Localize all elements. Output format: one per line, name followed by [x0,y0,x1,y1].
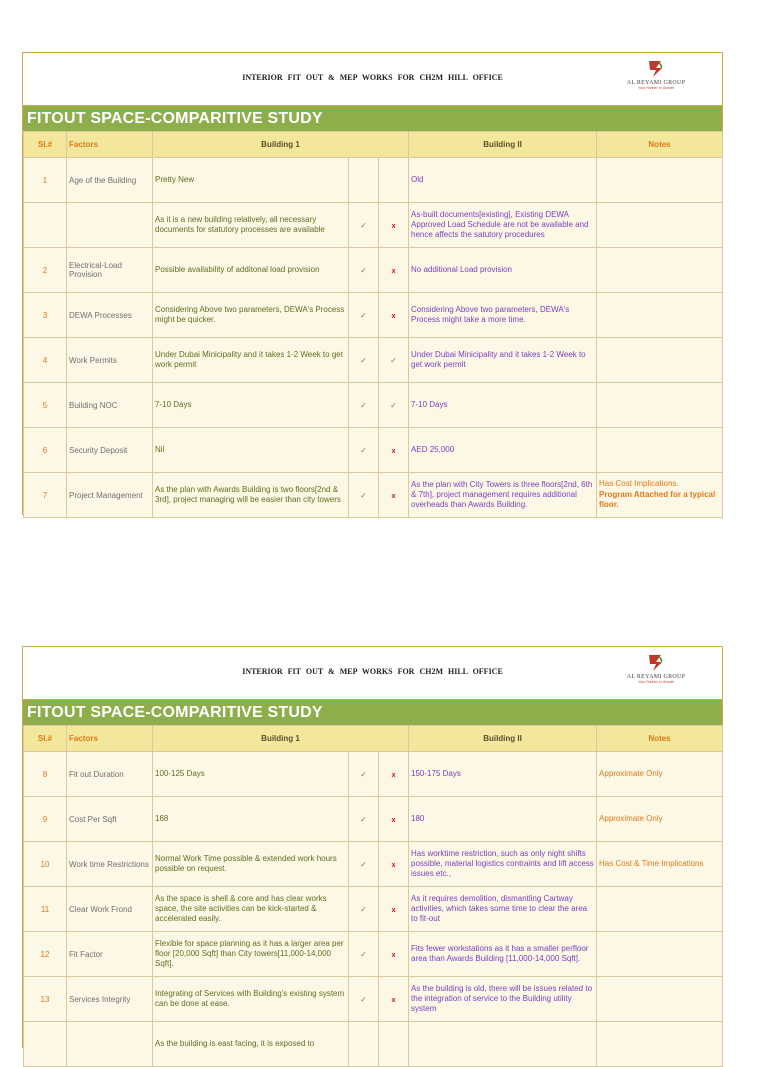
table-row [24,338,723,383]
al-reyami-logo-icon [645,59,667,79]
column-header-row [24,132,723,158]
tick-mark-icon: ✓ [360,904,367,914]
building-1-description: As the building is east facing, it is exposed to [153,1022,349,1067]
notes-cell [597,383,723,428]
document-header [23,53,722,106]
tick-mark-icon: ✓ [360,445,367,455]
building-1-mark [349,887,379,932]
note-text: Has Cost & Time Implications [599,858,704,868]
building-1-mark [349,977,379,1022]
note-text: Approximate Only [599,813,663,823]
document-title: INTERIOR FIT OUT & MEP WORKS FOR CH2M HILL OFFICE [242,73,503,82]
note-text: Approximate Only [599,768,663,778]
company-logo [620,59,692,99]
serial-number: 10 [24,842,67,887]
comparison-table-2 [23,725,723,1067]
factor-label [67,203,153,248]
serial-number: 4 [24,338,67,383]
tick-mark-icon: ✓ [390,355,397,365]
header-building-2: Building II [409,132,597,158]
building-2-mark [379,932,409,977]
tick-mark-icon: ✓ [360,859,367,869]
column-header-row [24,726,723,752]
table-row [24,977,723,1022]
building-2-mark [379,752,409,797]
building-1-mark [349,797,379,842]
sheet-page-2 [22,646,723,1048]
notes-cell [597,158,723,203]
factor-label: Work time Restrictions [67,842,153,887]
factor-label: Services Integrity [67,977,153,1022]
note-bold-text: Program Attached for a typical floor. [599,489,716,510]
cross-mark-icon: x [391,222,396,230]
building-1-description: Normal Work Time possible & extended work hours possible on request. [153,842,349,887]
building-2-mark [379,248,409,293]
tick-mark-icon: ✓ [360,769,367,779]
building-2-description [409,1022,597,1067]
tick-mark-icon: ✓ [360,265,367,275]
document-title: INTERIOR FIT OUT & MEP WORKS FOR CH2M HILL OFFICE [242,667,503,676]
notes-cell [597,293,723,338]
factor-label: Electrical-Load Provision [67,248,153,293]
building-2-description: As the plan with City Towers is three floors[2nd, 6th & 7th], project management requires additional overheads than Awards Building. [409,473,597,518]
building-1-description: Flexible for space planning as it has a larger area per floor [20,000 Sqft] than City towers[11,000-14,000 Sqft]. [153,932,349,977]
building-2-description: 150-175 Days [409,752,597,797]
serial-number: 11 [24,887,67,932]
factor-label: Project Management [67,473,153,518]
tick-mark-icon: ✓ [360,355,367,365]
building-2-mark [379,158,409,203]
logo-tagline: Your Partner In Growth [638,86,674,90]
building-2-description: Has worktime restriction, such as only night shifts possible, material logistics contraints and lift access issues etc., [409,842,597,887]
logo-name: AL REYAMI GROUP [626,674,686,680]
building-1-description: 100-125 Days [153,752,349,797]
serial-number: 2 [24,248,67,293]
building-2-mark [379,797,409,842]
header-building-1: Building 1 [153,726,409,752]
header-building-2: Building II [409,726,597,752]
notes-cell [597,977,723,1022]
building-1-mark [349,383,379,428]
building-1-mark [349,203,379,248]
building-2-description: No additional Load provision [409,248,597,293]
building-2-mark [379,338,409,383]
building-2-mark [379,428,409,473]
building-1-mark [349,248,379,293]
notes-cell [597,473,723,518]
building-2-description: Fits fewer workstations as it has a smaller perfloor area than Awards Building [11,000-14,000 Sqft]. [409,932,597,977]
tick-mark-icon: ✓ [360,949,367,959]
building-1-mark [349,842,379,887]
building-2-mark [379,977,409,1022]
notes-cell [597,428,723,473]
building-2-description: 180 [409,797,597,842]
header-factors: Factors [67,726,153,752]
building-1-mark [349,473,379,518]
serial-number: 13 [24,977,67,1022]
serial-number: 12 [24,932,67,977]
cross-mark-icon: x [391,771,396,779]
tick-mark-icon: ✓ [360,814,367,824]
header-notes: Notes [597,132,723,158]
cross-mark-icon: x [391,492,396,500]
table-row [24,887,723,932]
building-1-description: As the plan with Awards Building is two floors[2nd & 3rd], project managing will be easier than city towers [153,473,349,518]
table-row [24,383,723,428]
building-1-mark [349,293,379,338]
tick-mark-icon: ✓ [360,994,367,1004]
header-notes: Notes [597,726,723,752]
logo-tagline: Your Partner In Growth [638,680,674,684]
table-row [24,1022,723,1067]
factor-label: Work Permits [67,338,153,383]
tick-mark-icon: ✓ [360,310,367,320]
building-2-mark [379,383,409,428]
serial-number: 7 [24,473,67,518]
factor-label: Fit out Duration [67,752,153,797]
notes-cell [597,842,723,887]
cross-mark-icon: x [391,267,396,275]
header-building-1: Building 1 [153,132,409,158]
tick-mark-icon: ✓ [360,220,367,230]
note-text: Has Cost Implications. [599,479,679,489]
company-logo [620,653,692,693]
building-1-description: 7-10 Days [153,383,349,428]
building-2-mark [379,203,409,248]
building-2-mark [379,842,409,887]
building-2-description: As the building is old, there will be issues related to the integration of service to the Building utility system [409,977,597,1022]
cross-mark-icon: x [391,861,396,869]
building-1-description: Nil [153,428,349,473]
table-row [24,473,723,518]
header-factors: Factors [67,132,153,158]
comparison-table-1 [23,131,723,518]
factor-label [67,1022,153,1067]
table-row [24,428,723,473]
factor-label: Building NOC [67,383,153,428]
notes-cell [597,203,723,248]
table-row [24,842,723,887]
factor-label: Clear Work Frond [67,887,153,932]
building-1-mark [349,752,379,797]
notes-cell [597,932,723,977]
building-1-description: Possible availability of additonal load provision [153,248,349,293]
tick-mark-icon: ✓ [360,490,367,500]
building-1-mark [349,158,379,203]
building-1-description: 168 [153,797,349,842]
header-sl: Sl.# [24,132,67,158]
building-1-description: Integrating of Services with Building's existing system can be done at ease. [153,977,349,1022]
building-2-mark [379,473,409,518]
header-sl: Sl.# [24,726,67,752]
building-1-mark [349,428,379,473]
table-row [24,752,723,797]
serial-number: 6 [24,428,67,473]
factor-label: DEWA Processes [67,293,153,338]
building-1-description: As it is a new building relatively, all necessary documents for statutory processes are available [153,203,349,248]
serial-number [24,203,67,248]
tick-mark-icon: ✓ [360,400,367,410]
sheet-page-1 [22,52,723,515]
table-row [24,932,723,977]
factor-label: Cost Per Sqft [67,797,153,842]
factor-label: Fit Factor [67,932,153,977]
notes-cell [597,752,723,797]
building-2-mark [379,887,409,932]
cross-mark-icon: x [391,447,396,455]
serial-number: 5 [24,383,67,428]
building-2-description: As-built documents[existing], Existing DEWA Approved Load Schedule are not be available and hence affects the satutory procedures [409,203,597,248]
building-1-description: Under Dubai Minicipality and it takes 1-2 Week to get work permit [153,338,349,383]
building-2-description: 7-10 Days [409,383,597,428]
tick-mark-icon: ✓ [390,400,397,410]
table-row [24,797,723,842]
factor-label: Security Deposit [67,428,153,473]
cross-mark-icon: x [391,951,396,959]
building-2-mark [379,1022,409,1067]
study-title: FITOUT SPACE-COMPARITIVE STUDY [23,700,722,725]
table-row [24,293,723,338]
serial-number: 8 [24,752,67,797]
building-2-description: Considering Above two parameters, DEWA's Process might take a more time. [409,293,597,338]
notes-cell [597,338,723,383]
serial-number: 1 [24,158,67,203]
document-header [23,647,722,700]
building-1-mark [349,338,379,383]
building-2-description: Old [409,158,597,203]
cross-mark-icon: x [391,312,396,320]
building-2-description: Under Dubai Minicipality and it takes 1-2 Week to get work permit [409,338,597,383]
factor-label: Age of the Building [67,158,153,203]
cross-mark-icon: x [391,816,396,824]
table-row [24,158,723,203]
study-title: FITOUT SPACE-COMPARITIVE STUDY [23,106,722,131]
serial-number: 9 [24,797,67,842]
notes-cell [597,248,723,293]
table-row [24,248,723,293]
logo-name: AL REYAMI GROUP [626,80,686,86]
building-2-description: As it requires demolition, dismantling Cartway activities, which takes some time to clear the area to fit-out [409,887,597,932]
al-reyami-logo-icon [645,653,667,673]
notes-cell [597,887,723,932]
building-1-description: Considering Above two parameters, DEWA's Process might be quicker. [153,293,349,338]
cross-mark-icon: x [391,996,396,1004]
building-1-mark [349,932,379,977]
notes-cell [597,797,723,842]
building-1-description: As the space is shell & core and has clear works space, the site activities can be kick-started & accelerated easily. [153,887,349,932]
serial-number: 3 [24,293,67,338]
building-1-description: Pretty New [153,158,349,203]
building-1-mark [349,1022,379,1067]
notes-cell [597,1022,723,1067]
table-row [24,203,723,248]
cross-mark-icon: x [391,906,396,914]
serial-number [24,1022,67,1067]
building-2-mark [379,293,409,338]
building-2-description: AED 25,000 [409,428,597,473]
